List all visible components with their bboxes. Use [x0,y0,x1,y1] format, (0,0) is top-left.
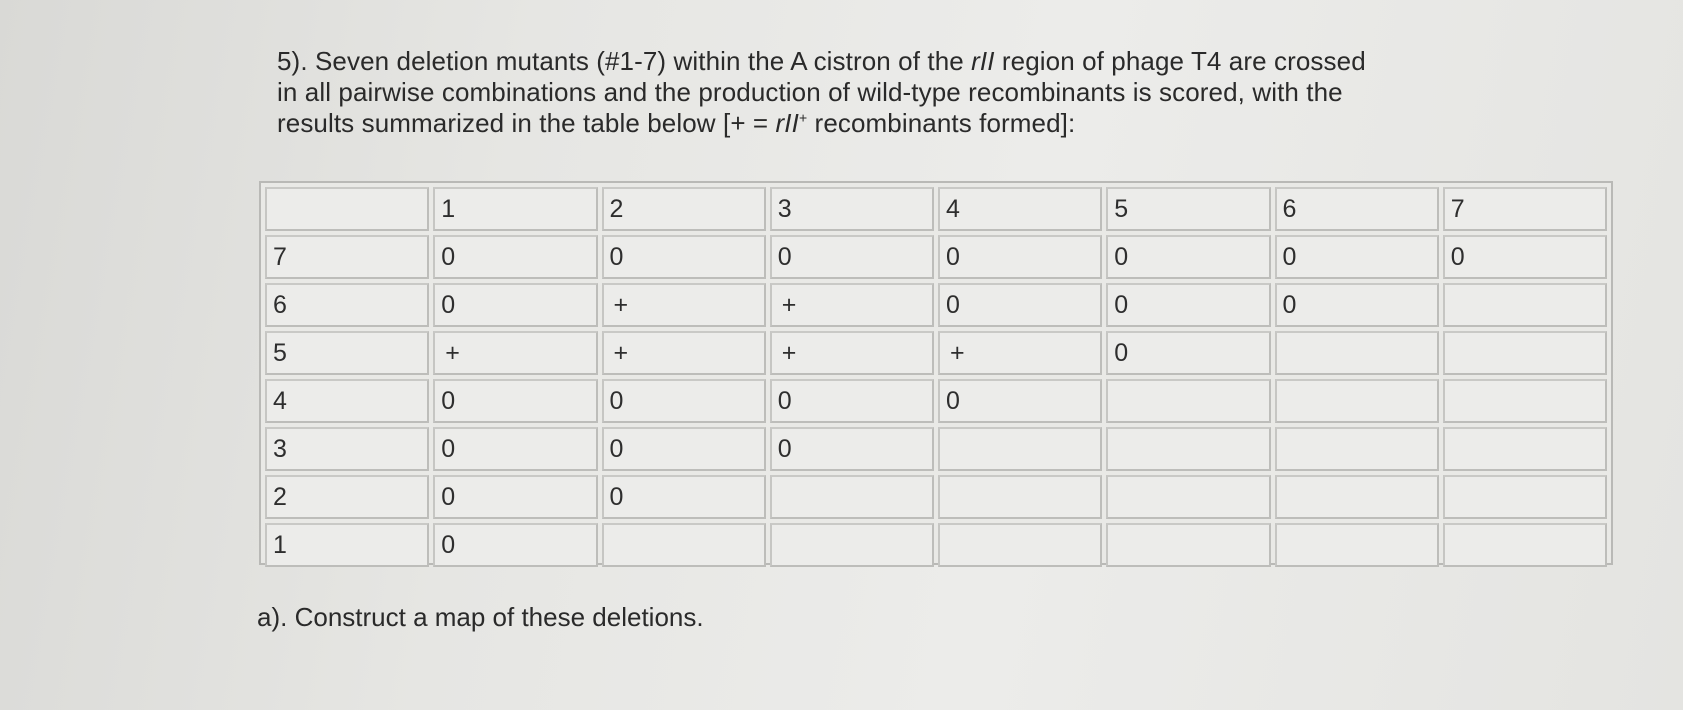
table-row [265,427,1607,471]
table-cell [1275,331,1439,375]
row-label-cell: 1 [265,523,429,567]
table-cell: 0 [770,235,934,279]
table-cell: 0 [433,427,597,471]
table-cell: 0 [1106,331,1270,375]
table-cell [1443,283,1607,327]
table-cell: 0 [433,475,597,519]
question-text [277,46,1567,139]
table-cell [1443,475,1607,519]
table-row [265,331,1607,375]
gene-rii-plus: rII [775,108,799,138]
table-header-cell: 7 [1443,187,1607,231]
question-line-2: in all pairwise combinations and the production of wild-type recombinants is scored, with the [277,77,1343,107]
row-label-cell: 2 [265,475,429,519]
table-row [265,379,1607,423]
table-row [265,235,1607,279]
table-cell: + [602,283,766,327]
table-cell: 0 [602,427,766,471]
subquestion-label: a). [257,602,288,632]
table-cell: + [770,283,934,327]
gene-rii: rII [971,46,995,76]
question-line-1-end: region of phage T4 are crossed [994,46,1366,76]
table-header-cell: 6 [1275,187,1439,231]
table-cell: 0 [1106,283,1270,327]
table-cell [1443,379,1607,423]
table-cell: + [938,331,1102,375]
table-cell: 0 [770,427,934,471]
table-cell [1106,475,1270,519]
recombination-grid [261,183,1611,571]
table-cell: 0 [938,235,1102,279]
table-cell [938,475,1102,519]
row-label-cell: 3 [265,427,429,471]
row-label-cell: 7 [265,235,429,279]
row-label-cell: 4 [265,379,429,423]
question-number: 5). [277,46,308,76]
table-cell [1106,523,1270,567]
table-header-cell: 2 [602,187,766,231]
subquestion-text: Construct a map of these deletions. [294,602,704,632]
table-cell: 0 [433,379,597,423]
question-line-3-end: recombinants formed]: [807,108,1076,138]
table-header-cell: 3 [770,187,934,231]
table-header-cell [265,187,429,231]
table-cell: 0 [602,235,766,279]
table-cell [1443,523,1607,567]
superscript-plus: + [798,109,808,126]
table-cell [770,523,934,567]
table-cell [1443,331,1607,375]
row-label-cell: 5 [265,331,429,375]
table-cell [770,475,934,519]
table-cell: 0 [1106,235,1270,279]
subquestion-a [257,602,704,633]
table-cell [1275,427,1439,471]
table-cell [1443,427,1607,471]
table-cell: 0 [433,235,597,279]
table-cell: + [602,331,766,375]
table-cell: 0 [433,283,597,327]
table-cell: 0 [602,379,766,423]
table-cell [938,523,1102,567]
table-cell [1275,379,1439,423]
table-row [265,523,1607,567]
table-cell: 0 [1275,283,1439,327]
row-label-cell: 6 [265,283,429,327]
table-header-cell: 4 [938,187,1102,231]
table-cell: 0 [1275,235,1439,279]
recombination-table [259,181,1613,565]
table-cell [938,427,1102,471]
table-row [265,475,1607,519]
table-cell [602,523,766,567]
table-header-cell: 5 [1106,187,1270,231]
question-line-3 [277,108,1567,139]
table-row [265,283,1607,327]
table-cell [1275,475,1439,519]
table-cell: 0 [938,379,1102,423]
table-cell: 0 [433,523,597,567]
table-cell: 0 [938,283,1102,327]
table-header-cell: 1 [433,187,597,231]
table-cell: 0 [770,379,934,423]
table-cell: 0 [602,475,766,519]
question-line-1 [277,46,1567,77]
table-cell [1106,379,1270,423]
table-cell: 0 [1443,235,1607,279]
table-cell: + [770,331,934,375]
table-cell: + [433,331,597,375]
table-cell [1106,427,1270,471]
table-cell [1275,523,1439,567]
question-line-3-start: results summarized in the table below [+ = [277,108,776,138]
question-intro: Seven deletion mutants (#1-7) within the A cistron of the [314,46,972,76]
table-header-row [265,187,1607,231]
